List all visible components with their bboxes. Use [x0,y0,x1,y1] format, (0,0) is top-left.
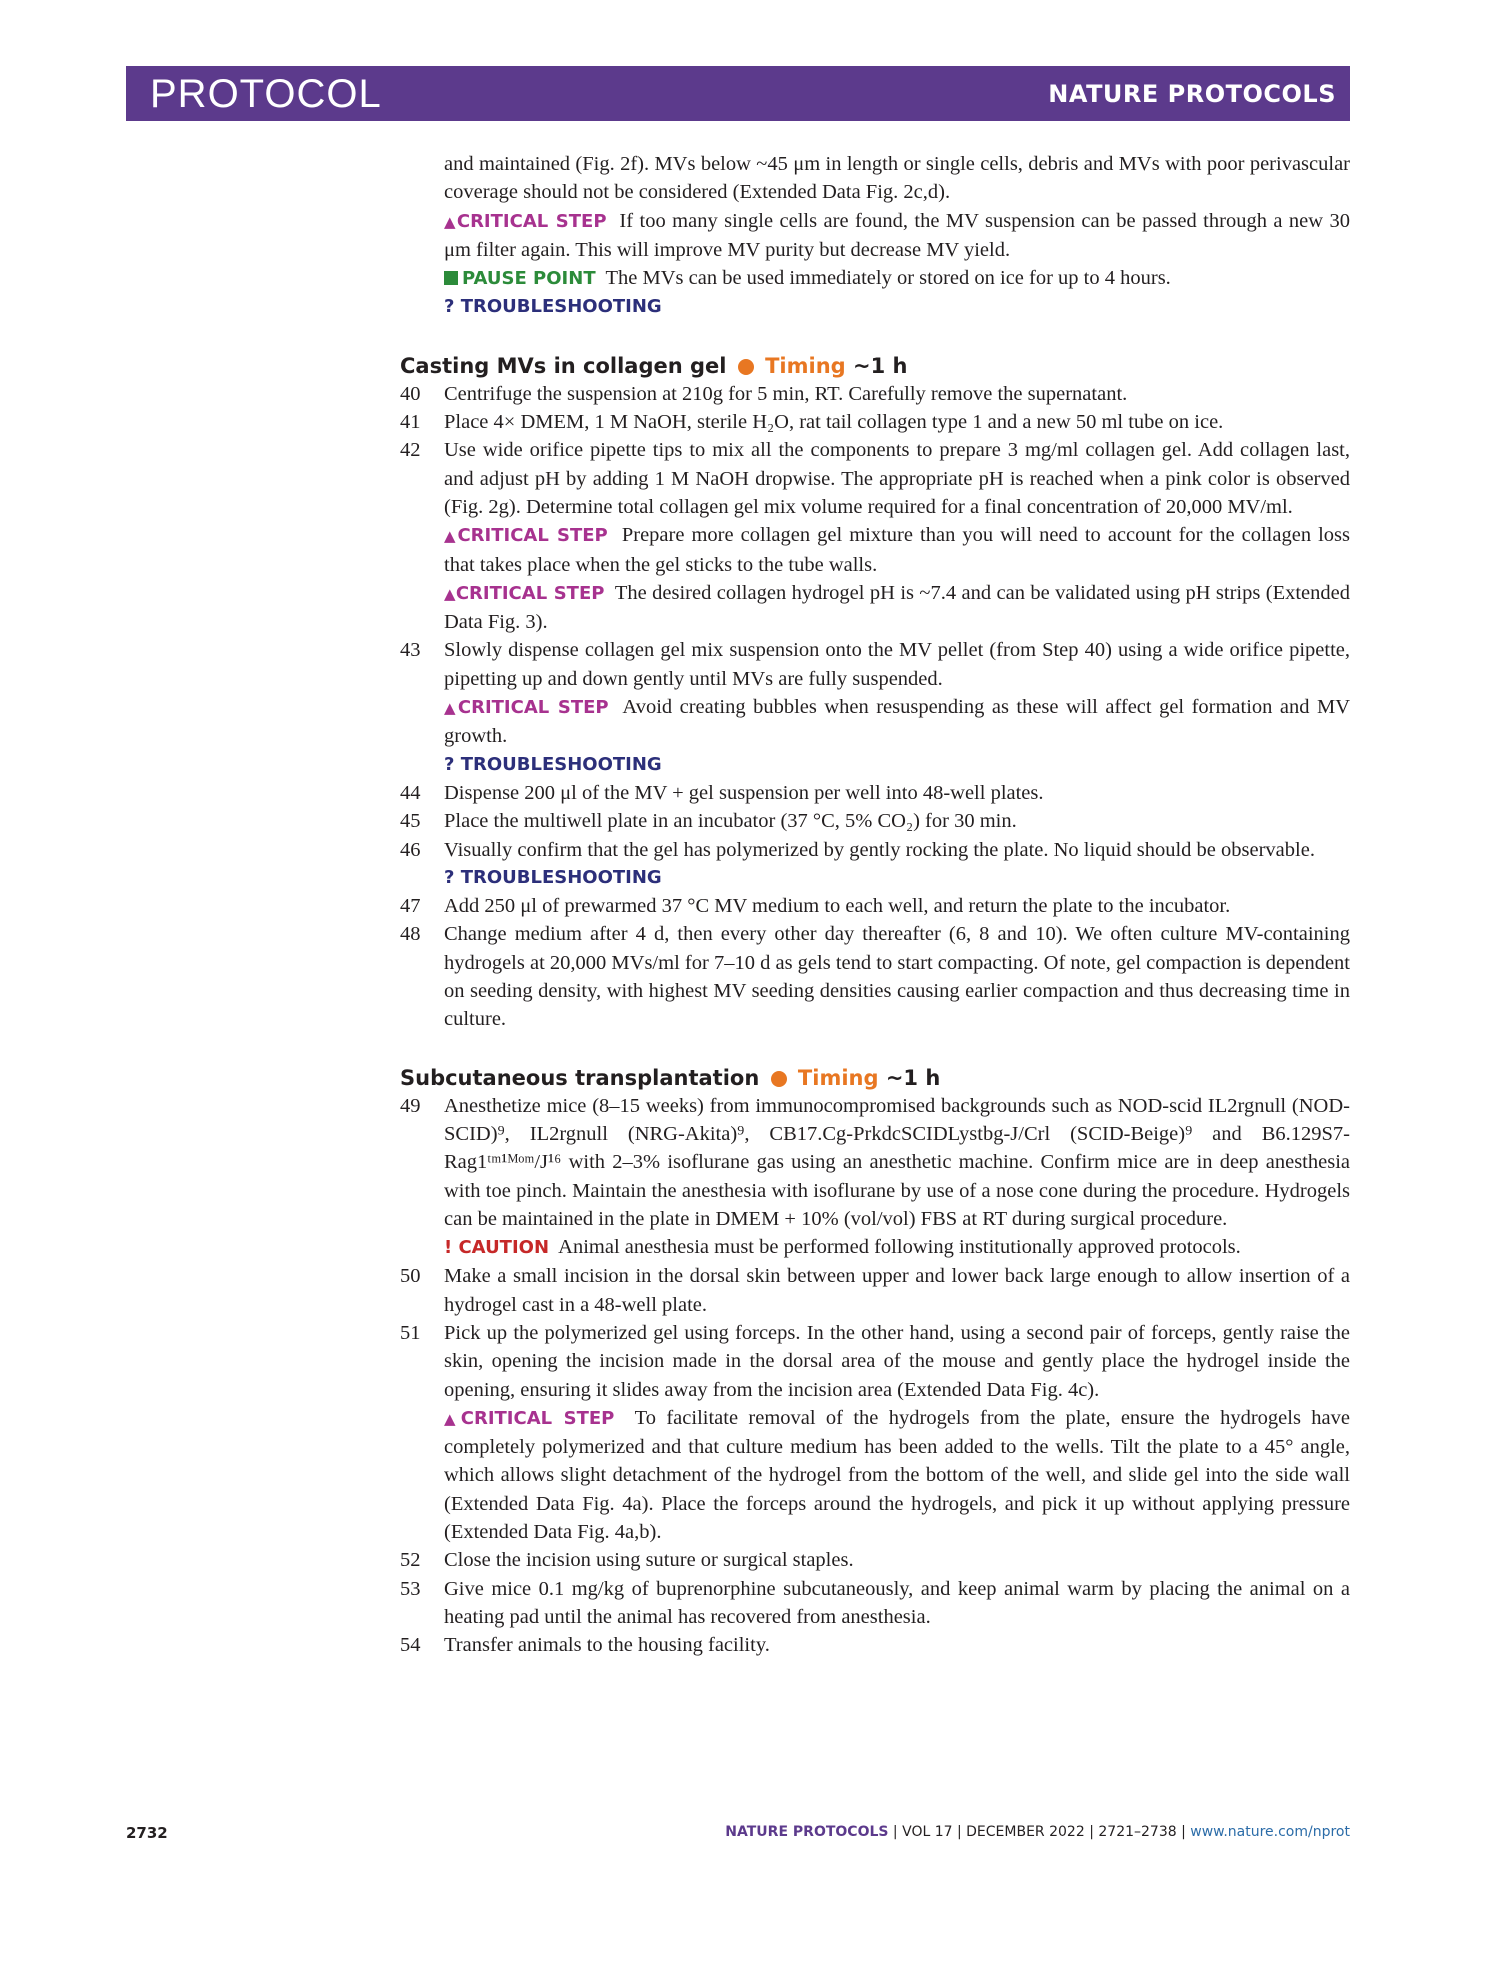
journal-url-link[interactable]: www.nature.com/nprot [1190,1824,1350,1840]
triangle-icon: ▲ [444,527,458,546]
triangle-icon: ▲ [444,584,456,603]
header-bar [126,66,1350,121]
journal-label: NATURE PROTOCOLS [1048,80,1336,108]
step-40: 40 Centrifuge the suspension at 210g for 5 min, RT. Carefully remove the supernatant. [400,382,1128,405]
footer-citation: NATURE PROTOCOLS | VOL 17 | DECEMBER 2022 | 2721–2738 | www.nature.com/nprot [725,1824,1350,1840]
critical-note: ▲CRITICAL STEP Prepare more collagen gel mixture than you will need to account for the collagen loss that takes place when the gel sticks to the tube walls. [444,524,1351,576]
section-label: PROTOCOL [150,72,382,116]
step-50: 50 Make a small incision in the dorsal skin between upper and lower back large enough to allow insertion of a hydrogel cast in a 48-well plate. [400,1265,1350,1316]
intro-paragraph: and maintained (Fig. 2f). MVs below ~45 μm in length or single cells, debris and MVs with poor perivascular coverage should not be considered (Extended Data Fig. 2c,d). [444,153,1350,204]
critical-label: ▲CRITICAL STEP [444,210,607,232]
page-number: 2732 [126,1824,168,1842]
troubleshooting-link[interactable]: ? TROUBLESHOOTING [444,753,662,775]
section-heading-transplantation: Subcutaneous transplantation Timing ~1 h [400,1065,941,1090]
main-content [400,150,1350,1660]
step-43: 43 Slowly dispense collagen gel mix suspension onto the MV pellet (from Step 40) using a wide orifice pipette, pipetting up and down gently until MVs are fully suspended. [400,639,1350,690]
troubleshooting-link[interactable]: ? TROUBLESHOOTING [444,296,662,318]
step-41: 41 Place 4× DMEM, 1 M NaOH, sterile H₂O, rat tail collagen type 1 and a new 50 ml tube on ice. [400,411,1224,434]
critical-text: If too many single cells are found, the MV suspension can be passed through a new 30 μm filter again. This will improve MV purity but decrease MV yield. [444,209,1351,261]
critical-note [400,207,1350,265]
critical-note: ▲CRITICAL STEP To facilitate removal of the hydrogels from the plate, ensure the hydrogels have completely polymerized and that culture medium has been added to the wells. Tilt the plate to a 45° angle, which allows slight detachment of the hydrogel from the bottom of the well, and slide gel into the side wall (Extended Data Fig. 4a). Place the forceps around the hydrogels, and pick it up without applying pressure (Extended Data Fig. 4a,b). [444,1406,1350,1544]
troubleshooting-link[interactable]: ? TROUBLESHOOTING [444,866,662,888]
step-44: 44 Dispense 200 μl of the MV + gel suspension per well into 48-well plates. [400,781,1044,804]
step-46: 46 Visually confirm that the gel has polymerized by gently rocking the plate. No liquid should be observable. [400,838,1315,861]
caution-note: ! CAUTION Animal anesthesia must be performed following institutionally approved protocols. [444,1236,1241,1259]
step-53: 53 Give mice 0.1 mg/kg of buprenorphine subcutaneously, and keep animal warm by placing the animal on a heating pad until the animal has recovered from anesthesia. [400,1577,1350,1628]
pause-text: The MVs can be used immediately or stored on ice for up to 4 hours. [605,267,1171,290]
step-42: 42 Use wide orifice pipette tips to mix all the components to prepare 3 mg/ml collagen gel. Add collagen last, and adjust pH by adding 1 M NaOH dropwise. The appropriate pH is reached when a pink color is observed (Fig. 2g). Determine total collagen gel mix volume required for a final concentration of 20,000 MV/ml. [400,439,1350,518]
triangle-icon: ▲ [444,1409,461,1428]
section-heading-casting: Casting MVs in collagen gel Timing ~1 h [400,353,908,378]
timing-dot-icon [738,359,754,375]
critical-note: ▲CRITICAL STEP The desired collagen hydrogel pH is ~7.4 and can be validated using pH strips (Extended Data Fig. 3). [444,581,1350,634]
timing-dot-icon [771,1071,787,1087]
step-48: 48 Change medium after 4 d, then every other day thereafter (6, 8 and 10). We often culture MV-containing hydrogels at 20,000 MVs/ml for 7–10 d as gels tend to start compacting. Of note, gel compaction is dependent on seeding density, with highest MV seeding densities causing earlier compaction and thus decreasing time in culture. [400,923,1350,1031]
step-52: 52 Close the incision using suture or surgical staples. [400,1549,854,1572]
step-51: 51 Pick up the polymerized gel using forceps. In the other hand, using a second pair of forceps, gently raise the skin, opening the incision made in the dorsal area of the mouse and gently place the hydrogel inside the opening, ensuring it slides away from the incision area (Extended Data Fig. 4c). [400,1321,1350,1401]
step-45: 45 Place the multiwell plate in an incubator (37 °C, 5% CO₂) for 30 min. [400,810,1017,833]
pause-note [400,264,1350,293]
square-icon [444,271,458,285]
critical-note: ▲CRITICAL STEP Avoid creating bubbles when resuspending as these will affect gel formation and MV growth. [444,696,1350,748]
triangle-icon: ▲ [444,699,458,718]
step-54: 54 Transfer animals to the housing facility. [400,1634,770,1657]
step-47: 47 Add 250 μl of prewarmed 37 °C MV medium to each well, and return the plate to the incubator. [400,895,1231,918]
pause-label: PAUSE POINT [444,268,596,289]
step-49: 49 Anesthetize mice (8–15 weeks) from immunocompromised backgrounds such as NOD-scid IL2rgnull (NOD-SCID)⁹, IL2rgnull (NRG-Akita)⁹, CB17.Cg-PrkdcSCIDLystbg-J/Crl (SCID-Beige)⁹ and B6.129S7-Rag1ᵗᵐ¹ᴹᵒᵐ/J¹⁶ with 2–3% isoflurane gas using an anesthetic machine. Confirm mice are in deep anesthesia with toe pinch. Maintain the anesthesia with isoflurane by use of a nose cone during the procedure. Hydrogels can be maintained in the plate in DMEM + 10% (vol/vol) FBS at RT during surgical procedure. [400,1094,1350,1230]
triangle-icon: ▲ [444,212,457,231]
